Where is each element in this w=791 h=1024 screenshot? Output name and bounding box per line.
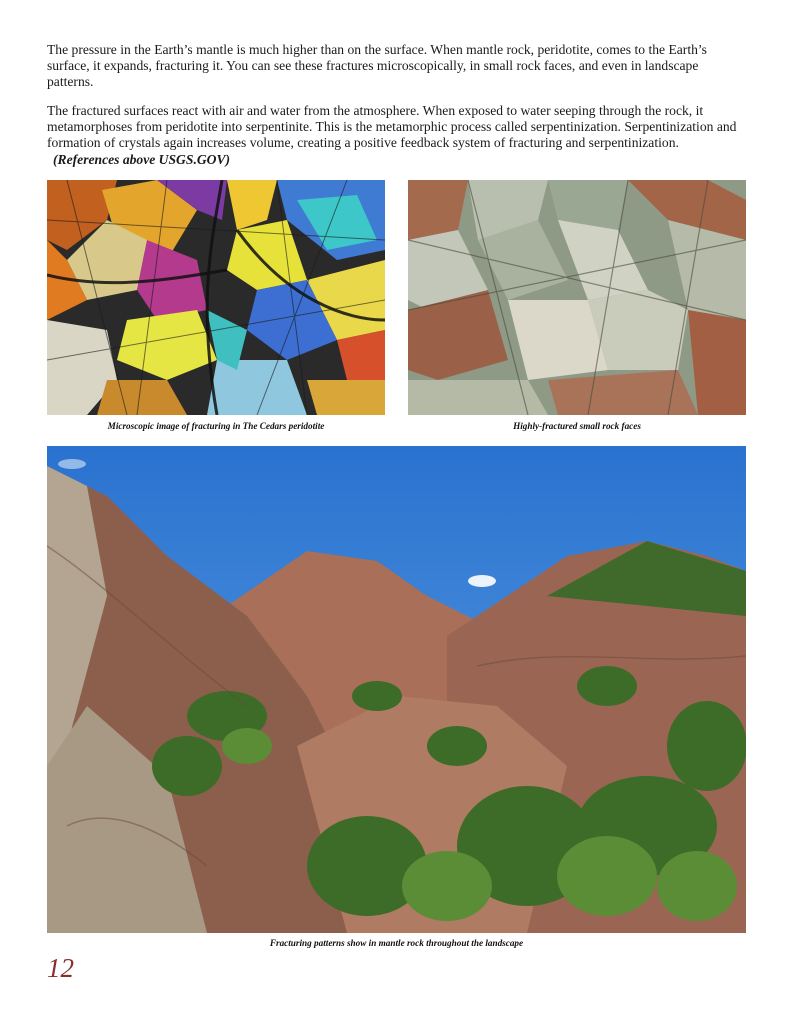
rock-faces-image-caption: Highly-fractured small rock faces	[513, 421, 641, 431]
landscape-image	[47, 446, 746, 933]
serpentinization-text: The fractured surfaces react with air and water from the atmosphere. When exposed to water seeping through the rock, it metamorphoses from peridotite into serpentinite. This is the metamorphic process called serpentinization. Serpentinization and formation of crystals again increases volume, creating a positive feedback system of fracturing and serpentinization.	[47, 103, 737, 151]
intro-paragraph: The pressure in the Earth’s mantle is much higher than on the surface. When mantle rock, peridotite, comes to the Earth’s surface, it expands, fracturing it. You can see these fractures microscopically, in small rock faces, and even in landscape patterns.	[47, 42, 707, 90]
microscopic-image-caption: Microscopic image of fracturing in The Cedars peridotite	[107, 421, 325, 431]
rock-faces-image	[408, 180, 746, 415]
page-number: 12	[47, 953, 74, 983]
microscopic-image	[47, 180, 385, 415]
landscape-image-caption: Fracturing patterns show in mantle rock throughout the landscape	[269, 938, 524, 948]
serpentinization-paragraph	[47, 103, 747, 168]
reference-note: (References above USGS.GOV)	[53, 151, 231, 167]
